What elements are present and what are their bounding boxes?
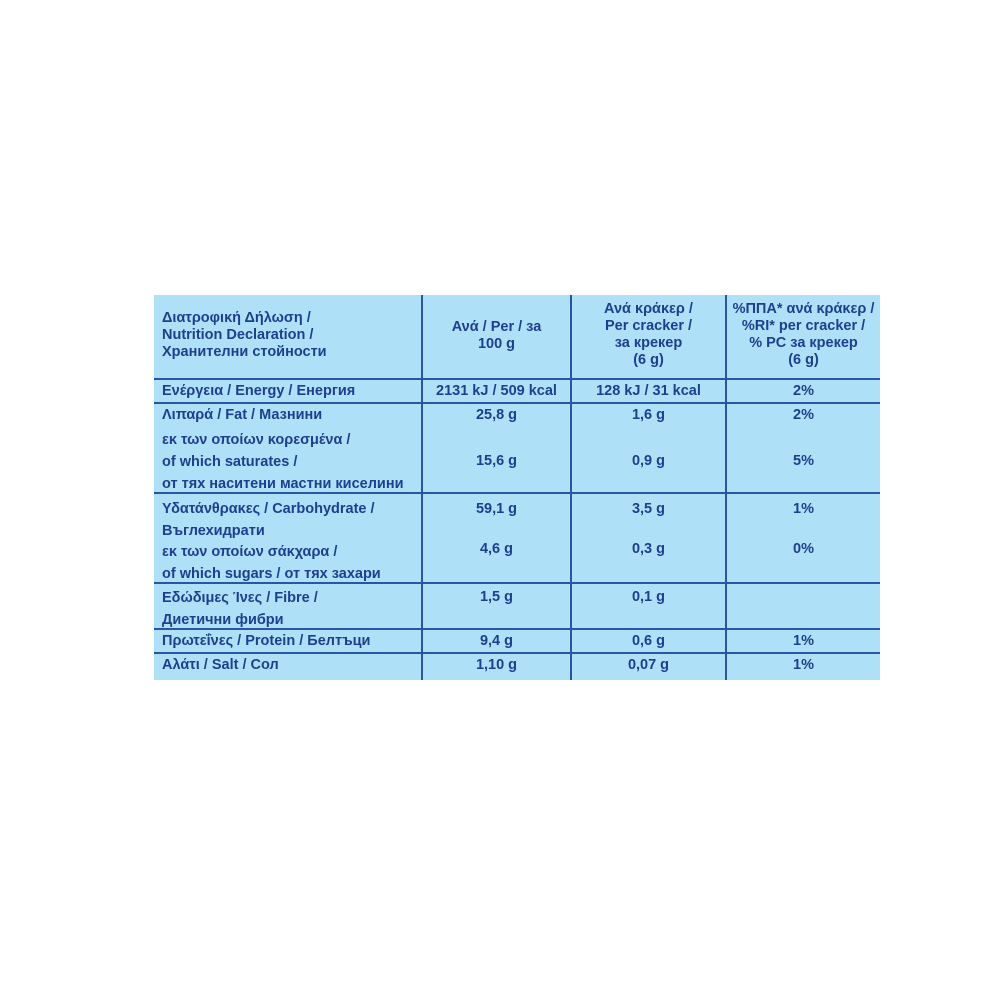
row-divider-energy xyxy=(154,402,880,404)
sugars-per-cracker: 0,3 g xyxy=(631,541,666,557)
energy-per-100g: 2131 kJ / 509 kcal xyxy=(436,383,557,399)
fat-ri: 2% xyxy=(793,407,814,423)
saturates-per-cracker: 0,9 g xyxy=(631,453,666,469)
saturates-per-100g: 15,6 g xyxy=(475,453,518,469)
energy-label: Ενέργεια / Energy / Енергия xyxy=(162,383,356,399)
carbohydrate-per-100g: 59,1 g xyxy=(475,501,518,517)
protein-per-100g: 9,4 g xyxy=(479,633,514,649)
nutrition-table xyxy=(154,295,880,680)
salt-ri: 1% xyxy=(793,657,814,673)
energy-per-cracker: 128 kJ / 31 kcal xyxy=(596,383,701,399)
protein-ri: 1% xyxy=(793,633,814,649)
salt-label: Αλάτι / Salt / Сол xyxy=(162,657,279,673)
fibre-per-cracker: 0,1 g xyxy=(631,589,666,605)
sugars-per-100g: 4,6 g xyxy=(479,541,514,557)
row-divider-protein xyxy=(154,652,880,654)
sugars-label: εκ των οποίων σάκχαρα / of which sugars / от тях захари xyxy=(162,544,381,582)
carbohydrate-ri: 1% xyxy=(793,501,814,517)
sugars-ri: 0% xyxy=(793,541,814,557)
carbohydrate-label: Υδατάνθρακες / Carbohydrate / Въглехидрати xyxy=(162,501,375,539)
fibre-per-100g: 1,5 g xyxy=(479,589,514,605)
fat-per-cracker: 1,6 g xyxy=(631,407,666,423)
saturates-label: εκ των οποίων κορεσμένα / of which saturates / от тях наситени мастни киселини xyxy=(162,432,404,492)
header-per-100g: Ανά / Per / за 100 g xyxy=(451,319,542,352)
header-nutrition-declaration: Διατροφική Δήλωση / Nutrition Declaration / Хранителни стойности xyxy=(162,310,327,360)
row-divider-header xyxy=(154,378,880,380)
protein-per-cracker: 0,6 g xyxy=(631,633,666,649)
saturates-ri: 5% xyxy=(793,453,814,469)
protein-label: Πρωτεΐνες / Protein / Белтъци xyxy=(162,633,371,649)
header-per-cracker: Ανά κράκερ / Per cracker / за крекер (6 g) xyxy=(604,301,693,368)
salt-per-100g: 1,10 g xyxy=(475,657,518,673)
salt-per-cracker: 0,07 g xyxy=(627,657,670,673)
fat-label: Λιπαρά / Fat / Мазнини xyxy=(162,407,323,423)
header-ri-per-cracker: %ΠΠΑ* ανά κράκερ / %RI* per cracker / % PC за крекер (6 g) xyxy=(732,301,875,368)
fat-per-100g: 25,8 g xyxy=(475,407,518,423)
carbohydrate-per-cracker: 3,5 g xyxy=(631,501,666,517)
fibre-label: Εδώδιμες Ίνες / Fibre / Диетични фибри xyxy=(162,590,318,628)
energy-ri: 2% xyxy=(793,383,814,399)
